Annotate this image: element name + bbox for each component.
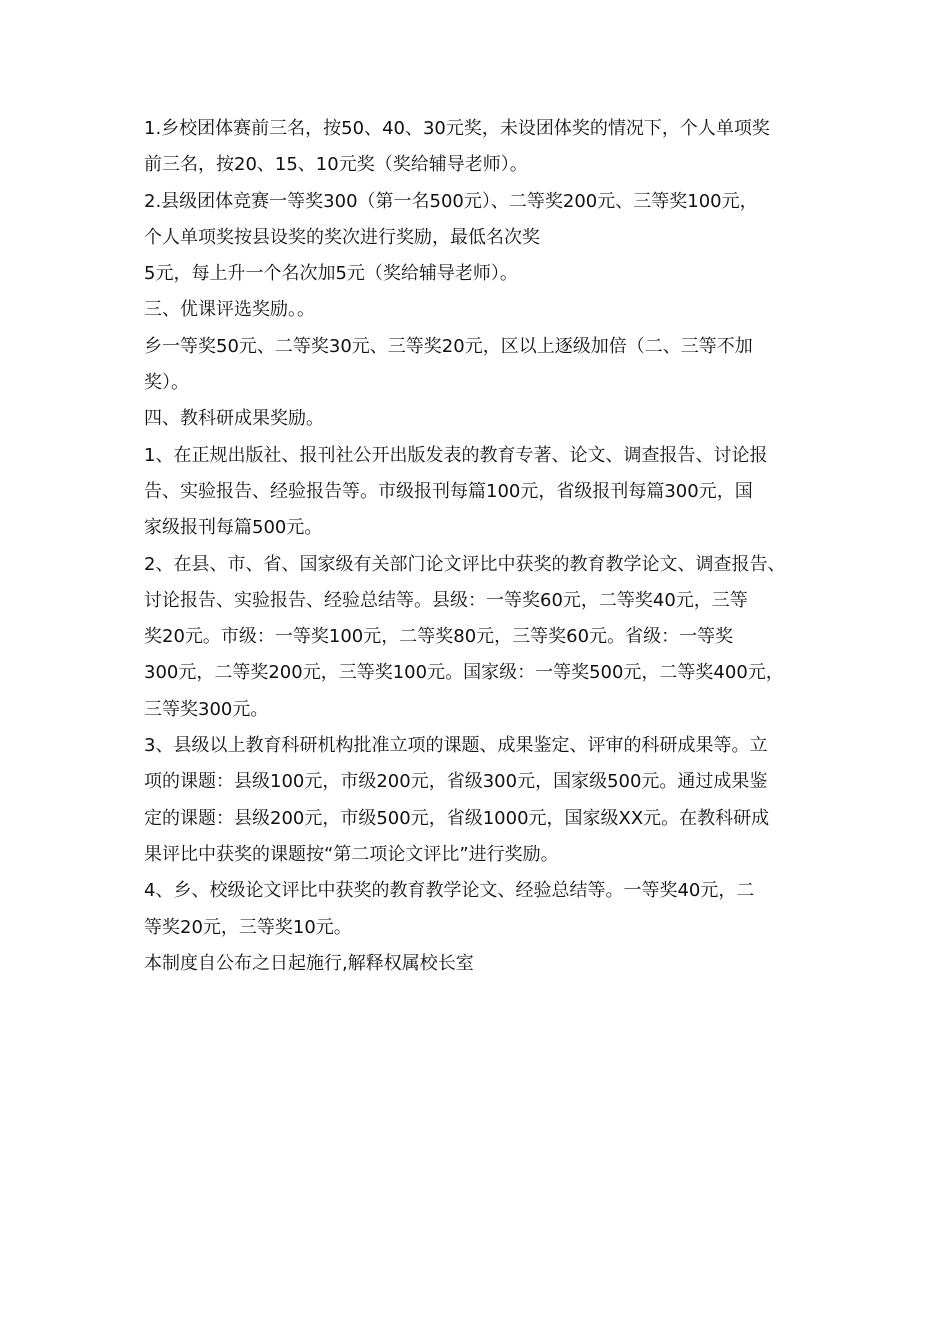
text-line: 奖）。: [144, 372, 189, 394]
text-line: 3、县级以上教育科研机构批准立项的课题、成果鉴定、评审的科研成果等。立: [144, 735, 768, 757]
text-line: 2、在县、市、省、国家级有关部门论文评比中获奖的教育教学论文、调查报告、: [144, 553, 786, 575]
text-line: 300元，二等奖200元，三等奖100元。国家级：一等奖500元，二等奖400元，: [144, 662, 784, 684]
text-line: 果评比中获奖的课题按“第二项论文评比”进行奖励。: [144, 843, 559, 865]
text-line: 讨论报告、实验报告、经验总结等。县级：一等奖60元，二等奖40元，三等: [144, 589, 748, 611]
text-line: 定的课题：县级200元，市级500元，省级1000元，国家级XX元。在教科研成: [144, 807, 770, 829]
text-line: 等奖20元，三等奖10元。: [144, 916, 352, 938]
text-line: 2.县级团体竞赛一等奖300（第一名500元）、二等奖200元、三等奖100元，: [144, 190, 758, 212]
text-line: 1.乡校团体赛前三名，按50、40、30元奖，未设团体奖的情况下，个人单项奖: [144, 118, 770, 139]
text-line: 4、乡、校级论文评比中获奖的教育教学论文、经验总结等。一等奖40元，二: [144, 880, 755, 902]
text-line: 1、在正规出版社、报刊社公开出版发表的教育专著、论文、调查报告、讨论报: [144, 444, 768, 466]
document-body: [144, 111, 834, 982]
text-line: 奖20元。市级：一等奖100元，二等奖80元，三等奖60元。省级：一等奖: [144, 626, 734, 648]
text-line: 项的课题：县级100元，市级200元，省级300元，国家级500元。通过成果鉴: [144, 771, 768, 793]
closing-statement: 本制度自公布之日起施行,解释权属校长室: [144, 952, 474, 974]
text-line: 个人单项奖按县设奖的奖次进行奖励，最低名次奖: [144, 226, 540, 248]
text-line: 前三名，按20、15、10元奖（奖给辅导老师）。: [144, 154, 528, 176]
section-heading: 三、优课评选奖励。。: [144, 299, 315, 321]
text-line: 三等奖300元。: [144, 698, 269, 720]
section-heading: 四、教科研成果奖励。: [144, 408, 324, 430]
text-line: 乡一等奖50元、二等奖30元、三等奖20元，区以上逐级加倍（二、三等不加: [144, 335, 753, 357]
text-line: 家级报刊每篇500元。: [144, 517, 323, 539]
text-line: 5元，每上升一个名次加5元（奖给辅导老师）。: [144, 263, 518, 285]
text-line: 告、实验报告、经验报告等。市级报刊每篇100元，省级报刊每篇300元，国: [144, 480, 753, 502]
